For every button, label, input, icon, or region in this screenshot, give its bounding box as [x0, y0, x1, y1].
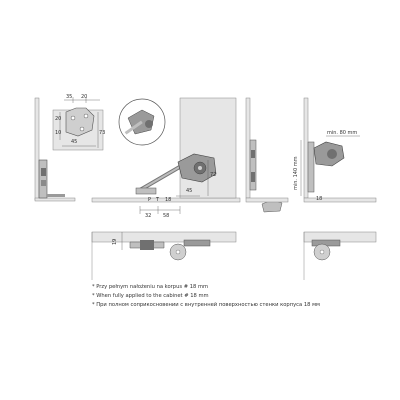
hinge-arm-highlight	[140, 165, 183, 190]
top-view-left	[92, 232, 236, 280]
right-2-mount	[308, 142, 314, 192]
dim-20b: 20	[55, 116, 62, 122]
dim-10: 10	[55, 130, 62, 136]
bottom-panel	[35, 198, 75, 201]
right-panel-bottom	[246, 198, 288, 202]
right-panel-2	[304, 98, 308, 198]
screw-hole-3	[80, 127, 84, 131]
dim-35: 35	[66, 94, 73, 100]
top-view-right	[304, 232, 376, 280]
right-hinge-pivot	[327, 149, 337, 159]
mount-block-lower	[41, 180, 46, 186]
screw-hole-1	[71, 116, 75, 120]
note-pl: * Przy pełnym nałożeniu na korpus # 18 mm	[92, 284, 209, 290]
label-t: T	[156, 197, 160, 203]
detail-pivot	[145, 120, 153, 128]
dim-58: 58	[163, 213, 170, 219]
mount-plate	[39, 160, 47, 198]
dim-19: 19	[112, 238, 118, 245]
dim-32: 32	[145, 213, 152, 219]
side-panel	[35, 98, 39, 200]
top-view-block	[140, 240, 154, 250]
note-en: * When fully applied to the cabinet # 18 mm	[92, 293, 209, 299]
mount-block	[41, 168, 46, 176]
screw-hole-2	[84, 114, 88, 118]
dim-45-top: 45	[71, 139, 78, 145]
base-foot	[47, 194, 65, 197]
right-mount-block	[251, 150, 255, 158]
mounting-plate	[136, 188, 156, 194]
mounting-plate-dimensions	[53, 94, 105, 150]
dim-min140: min. 140 mm	[293, 156, 299, 190]
right-side-view	[246, 98, 376, 202]
dim-45-main: 45	[186, 188, 193, 194]
top-view-hinge	[184, 240, 210, 246]
dim-20: 20	[81, 94, 88, 100]
hinge-pivot-cap	[198, 166, 202, 170]
label-18: 18	[165, 197, 172, 203]
notes	[92, 284, 320, 308]
right-panel-left	[246, 98, 250, 198]
dim-72: 72	[210, 172, 217, 178]
note-ru: * При полном соприкосновении с внутренней поверхностью стенки корпуса 18 мм	[92, 302, 320, 308]
right-mount-block-lower	[251, 172, 255, 182]
dim-73: 73	[99, 130, 106, 136]
right-mount-plate	[250, 140, 256, 190]
label-p: P	[148, 197, 152, 203]
label-18b: 18	[316, 196, 323, 202]
dim-min80: min. 80 mm	[327, 130, 358, 136]
right-panel-2-bottom	[304, 198, 376, 202]
